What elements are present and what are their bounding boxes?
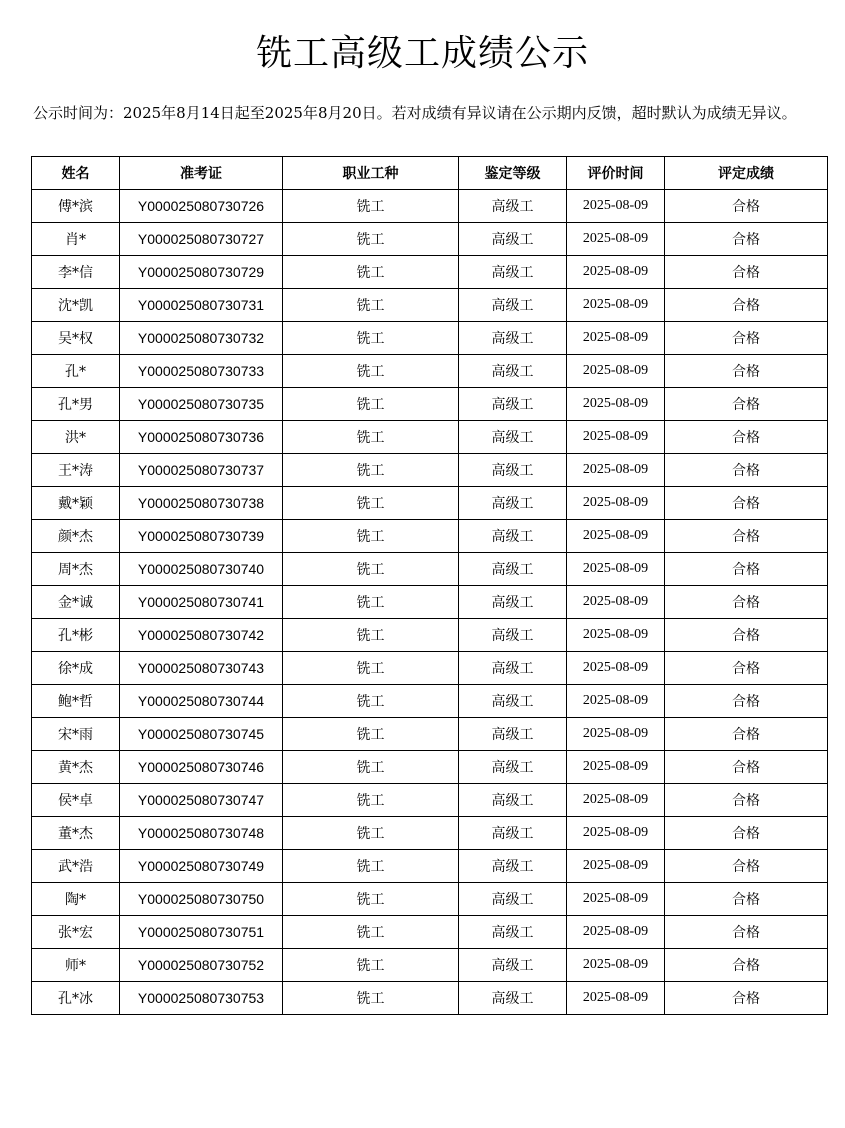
cell-exam-id: Y000025080730743 [120, 652, 283, 685]
cell-exam-id: Y000025080730737 [120, 454, 283, 487]
cell-result: 合格 [665, 916, 828, 949]
table-row [32, 949, 828, 982]
cell-exam-id: Y000025080730727 [120, 223, 283, 256]
cell-name: 孔* [32, 355, 120, 388]
cell-occupation: 铣工 [283, 388, 459, 421]
cell-eval-date: 2025-08-09 [567, 784, 665, 817]
cell-level: 高级工 [459, 322, 567, 355]
cell-name: 黄*杰 [32, 751, 120, 784]
cell-result: 合格 [665, 949, 828, 982]
table-row [32, 751, 828, 784]
cell-eval-date: 2025-08-09 [567, 817, 665, 850]
cell-occupation: 铣工 [283, 751, 459, 784]
table-row [32, 190, 828, 223]
cell-eval-date: 2025-08-09 [567, 718, 665, 751]
table-row [32, 355, 828, 388]
cell-name: 周*杰 [32, 553, 120, 586]
table-row [32, 586, 828, 619]
cell-exam-id: Y000025080730749 [120, 850, 283, 883]
cell-level: 高级工 [459, 586, 567, 619]
header-occupation: 职业工种 [283, 157, 459, 190]
cell-occupation: 铣工 [283, 190, 459, 223]
cell-occupation: 铣工 [283, 784, 459, 817]
cell-exam-id: Y000025080730745 [120, 718, 283, 751]
cell-occupation: 铣工 [283, 223, 459, 256]
cell-exam-id: Y000025080730744 [120, 685, 283, 718]
cell-exam-id: Y000025080730748 [120, 817, 283, 850]
cell-eval-date: 2025-08-09 [567, 949, 665, 982]
table-row [32, 289, 828, 322]
cell-level: 高级工 [459, 685, 567, 718]
table-row [32, 850, 828, 883]
cell-name: 戴*颖 [32, 487, 120, 520]
cell-exam-id: Y000025080730753 [120, 982, 283, 1015]
cell-level: 高级工 [459, 751, 567, 784]
cell-result: 合格 [665, 421, 828, 454]
table-row [32, 388, 828, 421]
table-row [32, 883, 828, 916]
cell-result: 合格 [665, 784, 828, 817]
cell-name: 鲍*哲 [32, 685, 120, 718]
cell-eval-date: 2025-08-09 [567, 223, 665, 256]
cell-exam-id: Y000025080730741 [120, 586, 283, 619]
cell-result: 合格 [665, 454, 828, 487]
cell-occupation: 铣工 [283, 652, 459, 685]
table-row [32, 520, 828, 553]
cell-name: 董*杰 [32, 817, 120, 850]
cell-occupation: 铣工 [283, 850, 459, 883]
table-row [32, 322, 828, 355]
table-row [32, 685, 828, 718]
cell-name: 孔*男 [32, 388, 120, 421]
cell-occupation: 铣工 [283, 685, 459, 718]
cell-name: 侯*卓 [32, 784, 120, 817]
cell-result: 合格 [665, 388, 828, 421]
cell-result: 合格 [665, 817, 828, 850]
cell-result: 合格 [665, 652, 828, 685]
cell-eval-date: 2025-08-09 [567, 586, 665, 619]
cell-level: 高级工 [459, 487, 567, 520]
cell-level: 高级工 [459, 652, 567, 685]
cell-exam-id: Y000025080730739 [120, 520, 283, 553]
table-row [32, 223, 828, 256]
cell-name: 沈*凯 [32, 289, 120, 322]
cell-eval-date: 2025-08-09 [567, 421, 665, 454]
cell-level: 高级工 [459, 454, 567, 487]
table-row [32, 553, 828, 586]
cell-level: 高级工 [459, 949, 567, 982]
cell-occupation: 铣工 [283, 883, 459, 916]
table-row [32, 487, 828, 520]
table-row [32, 421, 828, 454]
cell-name: 徐*成 [32, 652, 120, 685]
cell-eval-date: 2025-08-09 [567, 685, 665, 718]
cell-eval-date: 2025-08-09 [567, 190, 665, 223]
cell-eval-date: 2025-08-09 [567, 982, 665, 1015]
header-result: 评定成绩 [665, 157, 828, 190]
cell-eval-date: 2025-08-09 [567, 916, 665, 949]
cell-occupation: 铣工 [283, 520, 459, 553]
cell-eval-date: 2025-08-09 [567, 619, 665, 652]
cell-result: 合格 [665, 718, 828, 751]
table-row [32, 256, 828, 289]
cell-eval-date: 2025-08-09 [567, 322, 665, 355]
cell-result: 合格 [665, 223, 828, 256]
header-level: 鉴定等级 [459, 157, 567, 190]
cell-result: 合格 [665, 982, 828, 1015]
cell-occupation: 铣工 [283, 322, 459, 355]
cell-name: 李*信 [32, 256, 120, 289]
cell-level: 高级工 [459, 916, 567, 949]
cell-name: 孔*冰 [32, 982, 120, 1015]
cell-level: 高级工 [459, 619, 567, 652]
cell-result: 合格 [665, 685, 828, 718]
cell-name: 张*宏 [32, 916, 120, 949]
cell-result: 合格 [665, 553, 828, 586]
cell-exam-id: Y000025080730736 [120, 421, 283, 454]
table-body [32, 190, 828, 1015]
cell-level: 高级工 [459, 718, 567, 751]
cell-level: 高级工 [459, 256, 567, 289]
cell-name: 颜*杰 [32, 520, 120, 553]
cell-exam-id: Y000025080730733 [120, 355, 283, 388]
cell-occupation: 铣工 [283, 487, 459, 520]
cell-occupation: 铣工 [283, 553, 459, 586]
cell-result: 合格 [665, 487, 828, 520]
cell-name: 孔*彬 [32, 619, 120, 652]
table-row [32, 916, 828, 949]
cell-result: 合格 [665, 322, 828, 355]
cell-name: 师* [32, 949, 120, 982]
cell-result: 合格 [665, 850, 828, 883]
cell-eval-date: 2025-08-09 [567, 553, 665, 586]
table-row [32, 652, 828, 685]
cell-occupation: 铣工 [283, 949, 459, 982]
cell-occupation: 铣工 [283, 421, 459, 454]
cell-eval-date: 2025-08-09 [567, 850, 665, 883]
table-row [32, 718, 828, 751]
cell-exam-id: Y000025080730729 [120, 256, 283, 289]
cell-name: 洪* [32, 421, 120, 454]
header-eval-date: 评价时间 [567, 157, 665, 190]
cell-exam-id: Y000025080730746 [120, 751, 283, 784]
cell-occupation: 铣工 [283, 982, 459, 1015]
cell-result: 合格 [665, 520, 828, 553]
cell-exam-id: Y000025080730738 [120, 487, 283, 520]
notice-text: 公示时间为：2025年8月14日起至2025年8月20日。若对成绩有异议请在公示期内反馈，超时默认为成绩无异议。 [33, 104, 797, 122]
header-exam-id: 准考证 [120, 157, 283, 190]
cell-name: 武*浩 [32, 850, 120, 883]
cell-exam-id: Y000025080730735 [120, 388, 283, 421]
table-row [32, 619, 828, 652]
cell-exam-id: Y000025080730726 [120, 190, 283, 223]
cell-result: 合格 [665, 256, 828, 289]
cell-level: 高级工 [459, 190, 567, 223]
cell-exam-id: Y000025080730751 [120, 916, 283, 949]
cell-occupation: 铣工 [283, 256, 459, 289]
cell-level: 高级工 [459, 388, 567, 421]
cell-result: 合格 [665, 355, 828, 388]
cell-level: 高级工 [459, 817, 567, 850]
table-row [32, 982, 828, 1015]
cell-level: 高级工 [459, 784, 567, 817]
table-row [32, 817, 828, 850]
cell-occupation: 铣工 [283, 718, 459, 751]
cell-exam-id: Y000025080730747 [120, 784, 283, 817]
cell-level: 高级工 [459, 850, 567, 883]
cell-occupation: 铣工 [283, 289, 459, 322]
cell-level: 高级工 [459, 355, 567, 388]
cell-eval-date: 2025-08-09 [567, 652, 665, 685]
cell-name: 陶* [32, 883, 120, 916]
cell-exam-id: Y000025080730750 [120, 883, 283, 916]
cell-eval-date: 2025-08-09 [567, 520, 665, 553]
cell-eval-date: 2025-08-09 [567, 454, 665, 487]
header-row [32, 157, 828, 190]
cell-result: 合格 [665, 586, 828, 619]
cell-eval-date: 2025-08-09 [567, 751, 665, 784]
cell-occupation: 铣工 [283, 454, 459, 487]
cell-level: 高级工 [459, 421, 567, 454]
cell-level: 高级工 [459, 520, 567, 553]
cell-name: 吴*权 [32, 322, 120, 355]
cell-result: 合格 [665, 289, 828, 322]
cell-occupation: 铣工 [283, 586, 459, 619]
cell-name: 肖* [32, 223, 120, 256]
cell-eval-date: 2025-08-09 [567, 289, 665, 322]
cell-level: 高级工 [459, 982, 567, 1015]
cell-eval-date: 2025-08-09 [567, 883, 665, 916]
cell-level: 高级工 [459, 223, 567, 256]
cell-name: 宋*雨 [32, 718, 120, 751]
cell-eval-date: 2025-08-09 [567, 487, 665, 520]
cell-occupation: 铣工 [283, 355, 459, 388]
cell-exam-id: Y000025080730732 [120, 322, 283, 355]
cell-exam-id: Y000025080730740 [120, 553, 283, 586]
page-title: 铣工高级工成绩公示 [255, 33, 589, 74]
cell-name: 王*涛 [32, 454, 120, 487]
cell-level: 高级工 [459, 883, 567, 916]
table-row [32, 784, 828, 817]
header-name: 姓名 [32, 157, 120, 190]
cell-exam-id: Y000025080730752 [120, 949, 283, 982]
cell-level: 高级工 [459, 553, 567, 586]
cell-name: 金*诚 [32, 586, 120, 619]
cell-occupation: 铣工 [283, 817, 459, 850]
cell-eval-date: 2025-08-09 [567, 355, 665, 388]
cell-exam-id: Y000025080730742 [120, 619, 283, 652]
cell-eval-date: 2025-08-09 [567, 256, 665, 289]
cell-occupation: 铣工 [283, 619, 459, 652]
cell-level: 高级工 [459, 289, 567, 322]
table-row [32, 454, 828, 487]
cell-result: 合格 [665, 751, 828, 784]
cell-name: 傅*滨 [32, 190, 120, 223]
cell-eval-date: 2025-08-09 [567, 388, 665, 421]
cell-exam-id: Y000025080730731 [120, 289, 283, 322]
cell-result: 合格 [665, 619, 828, 652]
results-table [31, 156, 828, 1015]
table-header [32, 157, 828, 190]
cell-result: 合格 [665, 190, 828, 223]
cell-occupation: 铣工 [283, 916, 459, 949]
cell-result: 合格 [665, 883, 828, 916]
